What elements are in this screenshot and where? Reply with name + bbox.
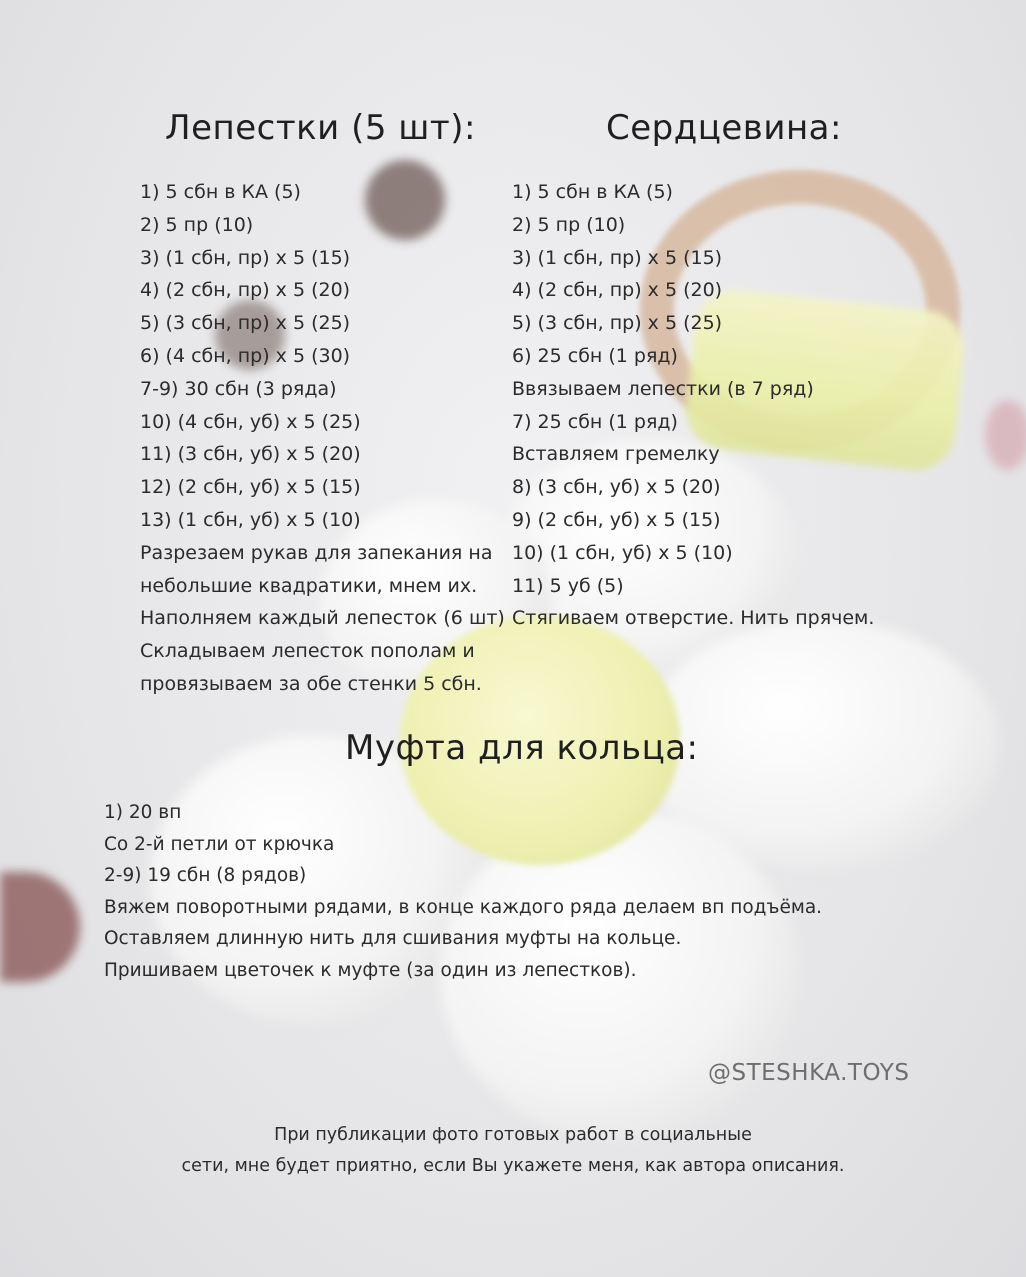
petals-line: Наполняем каждый лепесток (6 шт): [140, 607, 505, 630]
core-line: 10) (1 сбн, уб) х 5 (10): [512, 541, 733, 564]
petals-title: Лепестки (5 шт):: [165, 108, 476, 148]
note-line: При публикации фото готовых работ в социальные: [274, 1125, 752, 1145]
sleeve-list: [104, 797, 822, 986]
petals-line: 4) (2 сбн, пр) х 5 (20): [140, 279, 351, 302]
petals-line: провязываем за обе стенки 5 сбн.: [140, 672, 482, 695]
core-line: 1) 5 сбн в КА (5): [512, 181, 673, 203]
petals-line: 7-9) 30 сбн (3 ряда): [140, 377, 337, 400]
petals-line: 5) (3 сбн, пр) х 5 (25): [140, 312, 351, 335]
sleeve-line: 2-9) 19 сбн (8 рядов): [104, 865, 307, 886]
core-line: 7) 25 сбн (1 ряд): [512, 410, 678, 433]
petals-line: 10) (4 сбн, уб) х 5 (25): [140, 410, 361, 433]
core-line: 5) (3 сбн, пр) х 5 (25): [512, 312, 723, 335]
core-line: Ввязываем лепестки (в 7 ряд): [512, 377, 814, 400]
core-line: 2) 5 пр (10): [512, 213, 626, 236]
petals-list: [140, 176, 505, 701]
core-line: Стягиваем отверстие. Нить прячем.: [512, 607, 875, 630]
core-list: [512, 176, 874, 635]
petals-line: небольшие квадратики, мнем их.: [140, 574, 478, 597]
core-line: 8) (3 сбн, уб) х 5 (20): [512, 476, 721, 499]
petals-line: Разрезаем рукав для запекания на: [140, 541, 493, 564]
core-title: Сердцевина:: [606, 108, 842, 148]
petals-line: 12) (2 сбн, уб) х 5 (15): [140, 476, 361, 499]
core-line: Вставляем гремелку: [512, 443, 720, 466]
note-line: сети, мне будет приятно, если Вы укажете меня, как автора описания.: [181, 1156, 845, 1176]
publication-note: [100, 1120, 926, 1182]
petals-line: 3) (1 сбн, пр) х 5 (15): [140, 246, 351, 269]
petals-line: Складываем лепесток пополам и: [140, 640, 475, 663]
sleeve-line: Пришиваем цветочек к муфте (за один из лепестков).: [104, 959, 637, 981]
petals-line: 13) (1 сбн, уб) х 5 (10): [140, 508, 361, 531]
author-handle: @STESHKA.TOYS: [708, 1060, 910, 1086]
sleeve-line: 1) 20 вп: [104, 802, 182, 823]
core-line: 6) 25 сбн (1 ряд): [512, 344, 678, 367]
petals-line: 2) 5 пр (10): [140, 213, 254, 236]
sleeve-title: Муфта для кольца:: [345, 728, 699, 768]
core-line: 3) (1 сбн, пр) х 5 (15): [512, 246, 723, 269]
sleeve-line: Со 2-й петли от крючка: [104, 833, 335, 855]
core-line: 11) 5 уб (5): [512, 574, 624, 597]
sleeve-line: Оставляем длинную нить для сшивания муфты на кольце.: [104, 928, 682, 949]
sleeve-line: Вяжем поворотными рядами, в конце каждого ряда делаем вп подъёма.: [104, 896, 823, 918]
petals-line: 1) 5 сбн в КА (5): [140, 181, 301, 203]
core-line: 9) (2 сбн, уб) х 5 (15): [512, 508, 721, 531]
core-line: 4) (2 сбн, пр) х 5 (20): [512, 279, 723, 302]
petals-line: 11) (3 сбн, уб) х 5 (20): [140, 443, 361, 466]
petals-line: 6) (4 сбн, пр) х 5 (30): [140, 344, 351, 367]
